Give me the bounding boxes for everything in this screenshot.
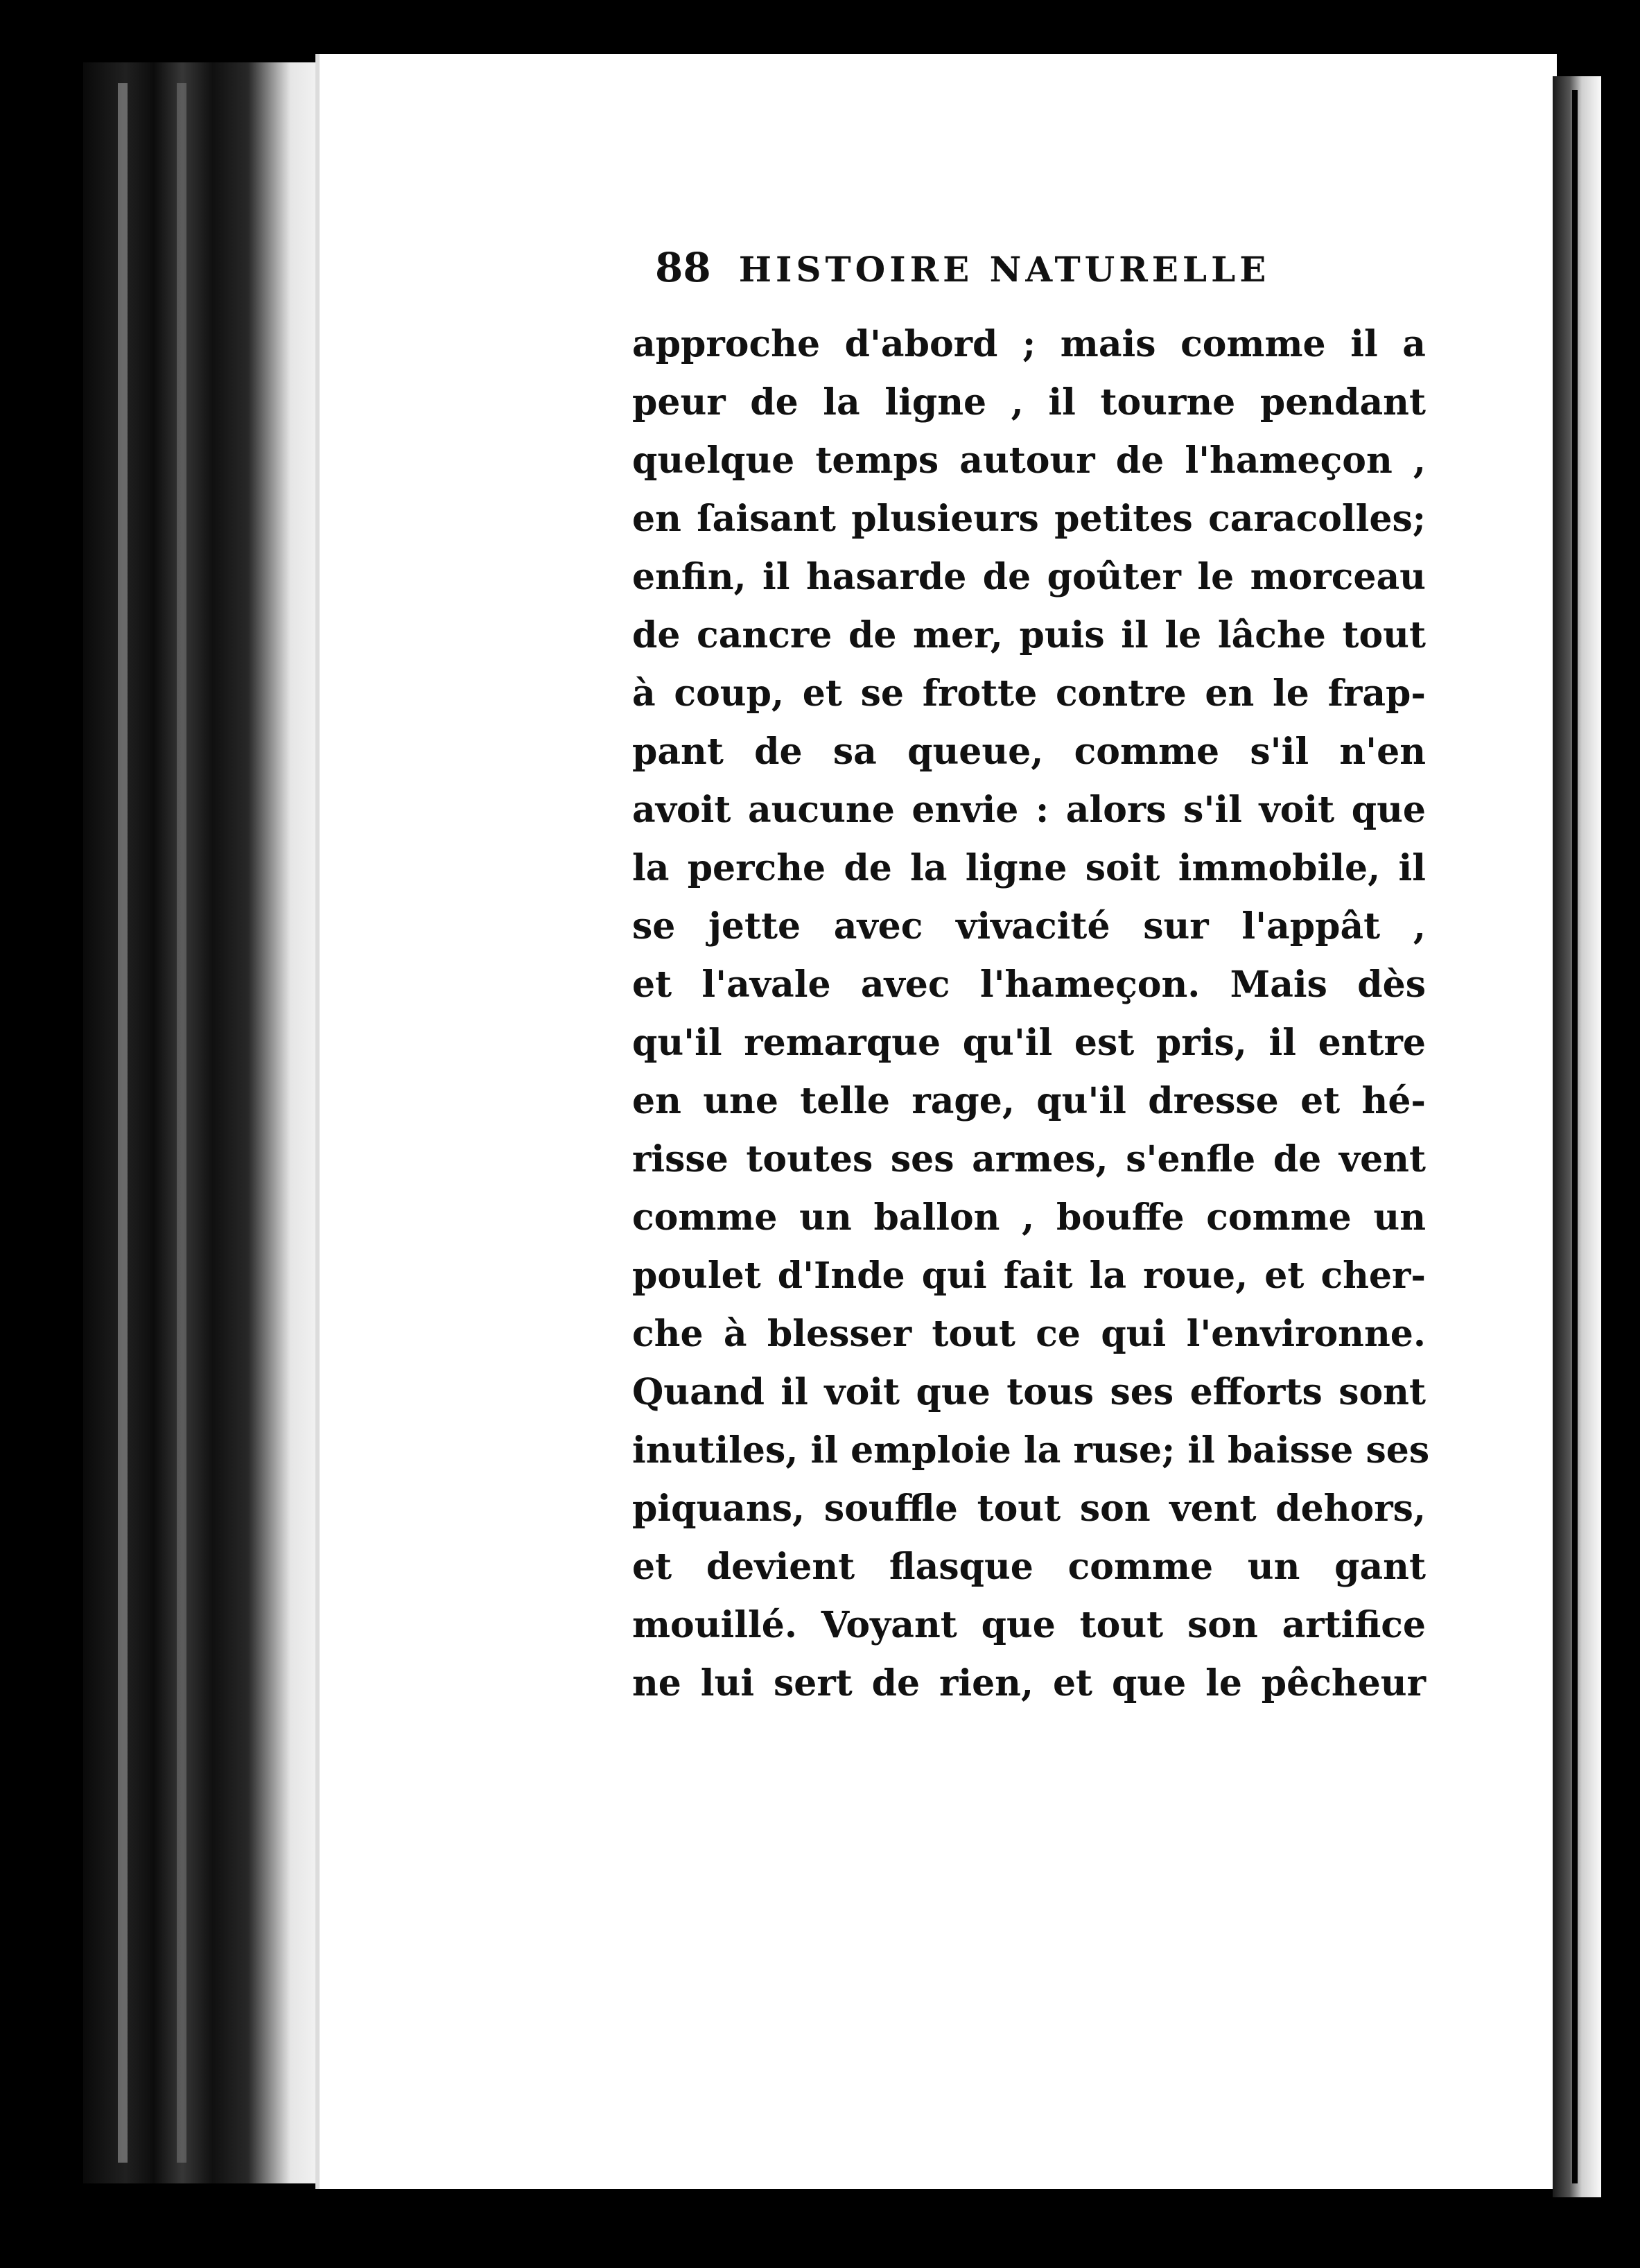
body-text xyxy=(632,315,1430,1713)
text-line: se jette avec vivacité sur l'appât , xyxy=(632,905,1426,948)
text-line: ne lui sert de rien, et que le pêcheur xyxy=(632,1662,1426,1704)
text-line: et l'avale avec l'hameçon. Mais dès xyxy=(632,963,1426,1006)
text-line: et devient flasque comme un gant xyxy=(632,1546,1426,1588)
text-line: inutiles, il emploie la ruse; il baisse ses xyxy=(632,1429,1430,1472)
page-number: 88 xyxy=(655,244,711,291)
text-line: Quand il voit que tous ses efforts sont xyxy=(632,1371,1426,1413)
spine-ridge xyxy=(177,83,186,2163)
text-line: de cancre de mer, puis il le lâche tout xyxy=(632,614,1426,656)
text-line: quelque temps autour de l'hameçon , xyxy=(632,439,1426,482)
text-line: mouillé. Voyant que tout son artifice xyxy=(632,1604,1426,1646)
text-line: piquans, souffle tout son vent dehors, xyxy=(632,1488,1426,1530)
text-line: qu'il remarque qu'il est pris, il entre xyxy=(632,1022,1426,1064)
text-line: la perche de la ligne soit immobile, il xyxy=(632,847,1426,889)
spine-ridge xyxy=(118,83,128,2163)
text-line: pant de sa queue, comme s'il n'en xyxy=(632,731,1426,773)
text-line: comme un ballon , bouffe comme un xyxy=(632,1196,1426,1239)
facing-page-edge-line xyxy=(1572,90,1578,2183)
text-line: peur de la ligne , il tourne pendant xyxy=(632,381,1426,424)
text-line: enfin, il hasarde de goûter le morceau xyxy=(632,556,1426,598)
running-head xyxy=(655,244,1424,291)
text-line: risse toutes ses armes, s'enfle de vent xyxy=(632,1138,1426,1180)
text-line: avoit aucune envie : alors s'il voit que xyxy=(632,789,1426,831)
text-line: à coup, et se frotte contre en le frap- xyxy=(632,672,1426,715)
text-line: en ſaisant plusieurs petites caracolles; xyxy=(632,498,1426,540)
text-line: poulet d'Inde qui fait la roue, et cher- xyxy=(632,1255,1426,1297)
text-line: che à blesser tout ce qui l'environne. xyxy=(632,1313,1426,1355)
text-line: approche d'abord ; mais comme il a xyxy=(632,323,1426,365)
running-title: HISTOIRE NATURELLE xyxy=(738,249,1271,290)
text-line: en une telle rage, qu'il dresse et hé- xyxy=(632,1080,1426,1122)
